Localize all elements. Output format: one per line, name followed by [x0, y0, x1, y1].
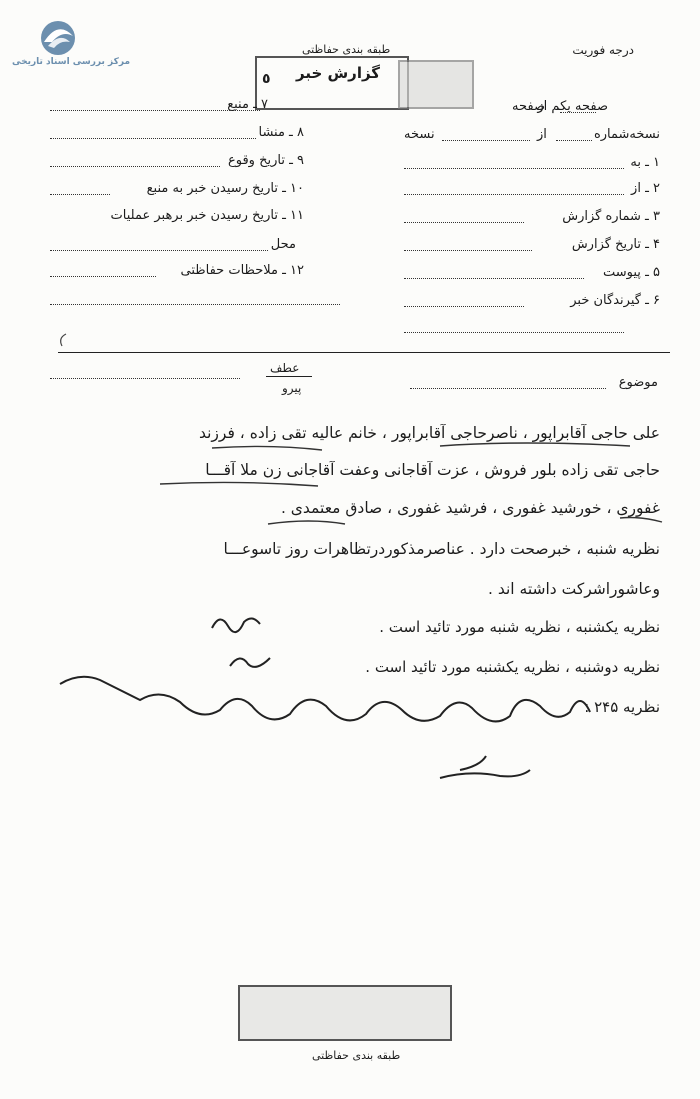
subject-atf: عطف [270, 361, 300, 375]
field-report-number: ۳ ـ شماره گزارش [562, 209, 660, 224]
copy-suffix: نسخه [404, 127, 435, 142]
field-origin: ۸ ـ منشا [258, 125, 304, 140]
field-security-notes: ۱۲ ـ ملاحظات حفاظتی [180, 263, 304, 278]
field-news-to-source-date: ۱۰ ـ تاریخ رسیدن خبر به منبع [146, 181, 304, 196]
field-from: ۲ ـ از [631, 181, 660, 196]
field-location: محل [270, 237, 296, 252]
opinion-monday: نظریه دوشنبه ، نظریه یکشنبه مورد تائید است . [365, 658, 660, 676]
copy-label: نسخه‌شماره [593, 127, 660, 142]
opinion-245-label: نظریه ۲۴۵ : [584, 698, 660, 716]
archive-logo-text: مرکز بررسی اسناد تاریخی [12, 57, 131, 67]
page-label: صفحه یکم از [537, 99, 608, 114]
copy-of: از [537, 127, 547, 142]
field-to: ۱ ـ به [630, 155, 660, 170]
field-attachment: ۵ ـ پیوست [603, 265, 660, 280]
body-line-3: غفوری ، خورشید غفوری ، فرشید غفوری ، صادق معتمدی . [280, 499, 660, 517]
body-line-1: علی حاجی آقابراپور ، ناصرحاجی آقابراپور ، خانم عالیه تقی زاده ، فرزند [198, 424, 660, 442]
field-recipients: ۶ ـ گیرندگان خبر [570, 293, 660, 308]
field-report-date: ۴ ـ تاریخ گزارش [571, 237, 660, 252]
field-news-to-leader-date: ۱۱ ـ تاریخ رسیدن خبر برهبر عملیات [110, 208, 304, 223]
subject-peiro: پیرو [282, 381, 302, 395]
body-line-5: وعاشوراشرکت داشته اند . [487, 580, 660, 598]
body-line-4: نظریه شنبه ، خبرصحت دارد . عناصرمذکوردرتظاهرات روز تاسوعـــا [223, 540, 660, 558]
bottom-stamp-frame [238, 985, 452, 1041]
field-event-date: ۹ ـ تاریخ وقوع [227, 153, 304, 168]
footer-classification: طبقه بندی حفاظتی [312, 1049, 401, 1062]
opinion-sunday: نظریه یکشنبه ، نظریه شنبه مورد تائید است . [379, 618, 660, 636]
subject-label: موضوع [618, 375, 658, 390]
priority-label: درجه فوریت [572, 43, 634, 57]
classification-label: طبقه بندی حفاظتی [302, 43, 391, 56]
body-line-2: حاجی تقی زاده بلور فروش ، عزت آقاجانی وعفت آقاجانی زن ملا آقـــا [205, 461, 660, 479]
report-title: گزارش خبر [296, 64, 381, 82]
stamp-number: ٥ [262, 71, 271, 87]
page-suffix: صفحه [512, 99, 545, 114]
field-source: ۷ ـ منبع [227, 97, 268, 112]
